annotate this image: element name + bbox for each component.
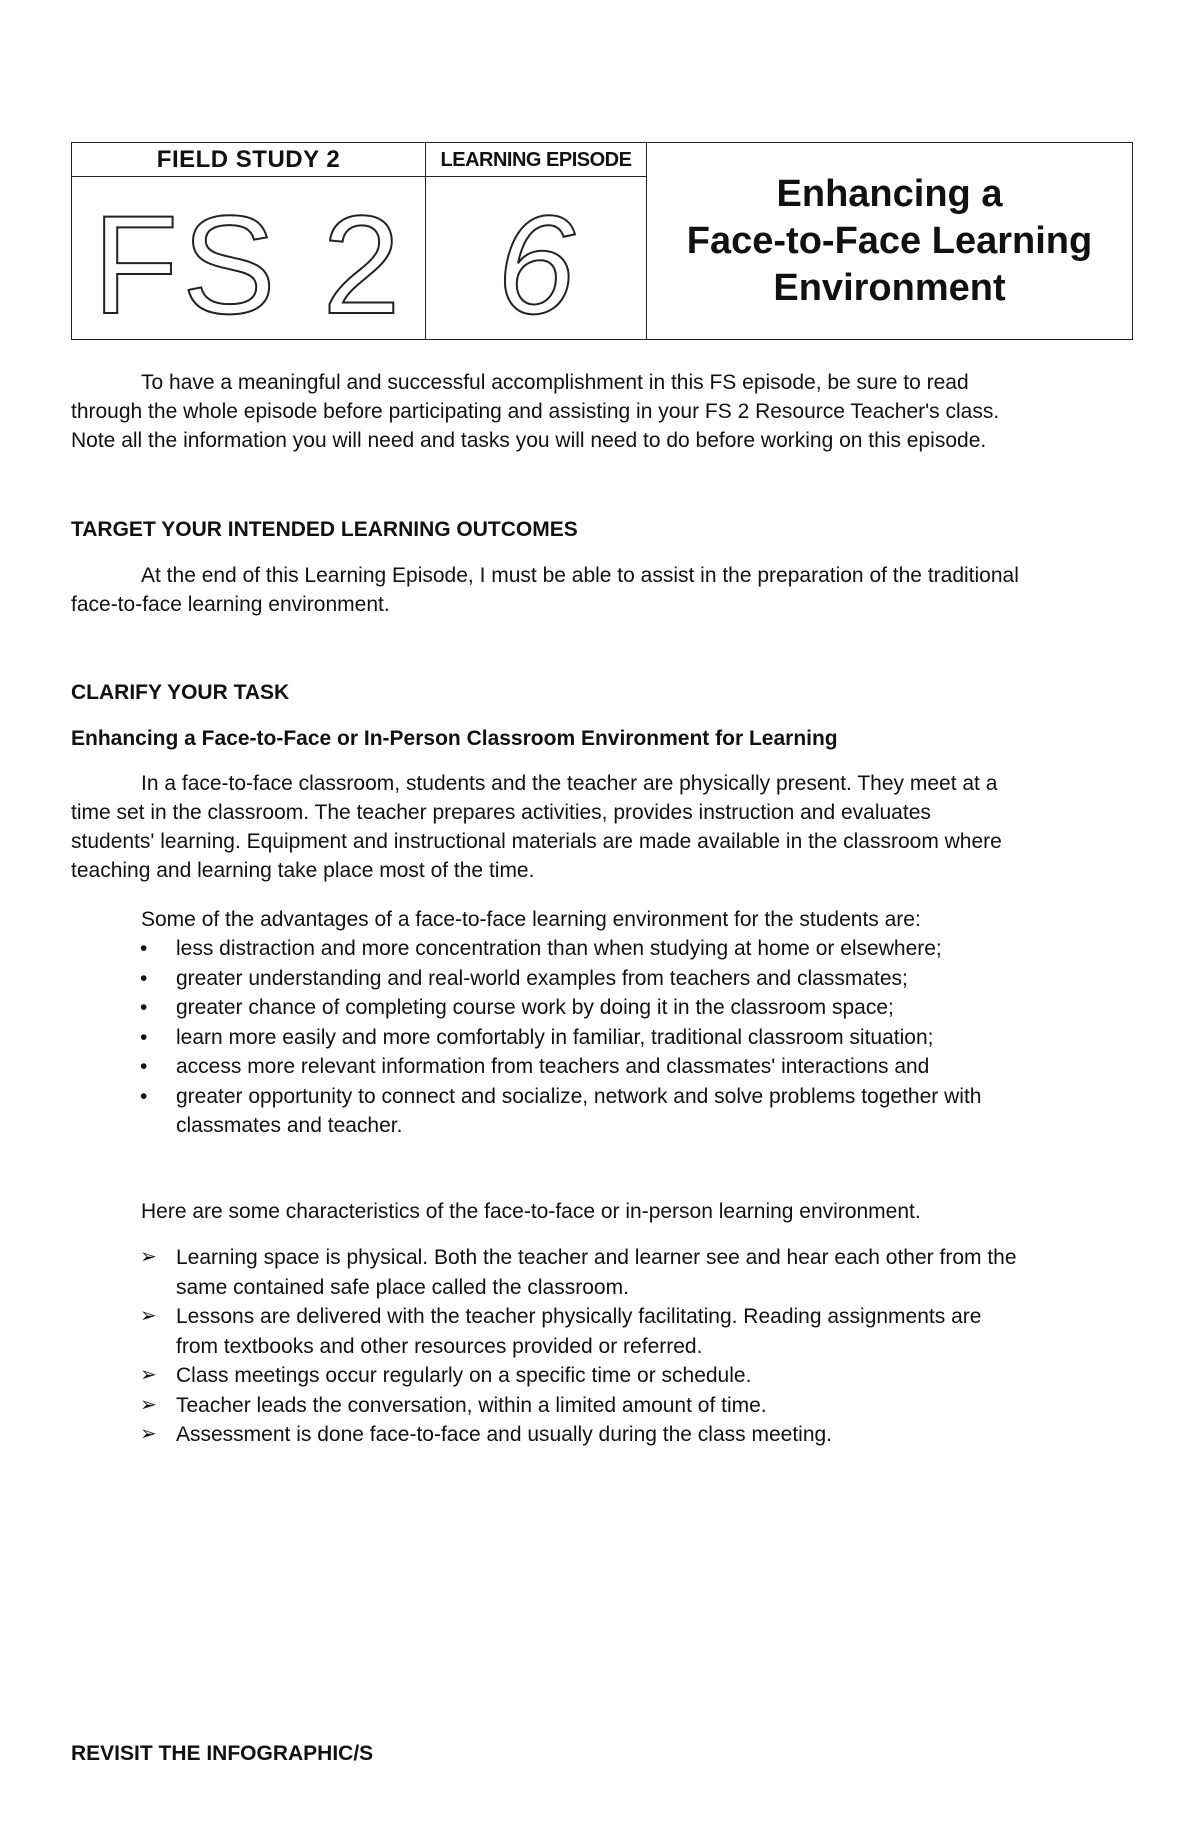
list-item-text: from textbooks and other resources provided or referred.	[176, 1334, 703, 1358]
list-item-text: less distraction and more concentration than when studying at home or elsewhere;	[176, 937, 942, 960]
list-item-text: Lessons are delivered with the teacher physically facilitating. Reading assignments are	[176, 1305, 982, 1328]
list-item	[140, 1391, 1130, 1421]
clarify-subheading: Enhancing a Face-to-Face or In-Person Classroom Environment for Learning	[71, 727, 838, 750]
list-item	[140, 934, 1130, 964]
advantages-list	[140, 934, 1130, 1141]
bullet-icon: •	[140, 937, 148, 960]
list-item	[140, 964, 1130, 994]
advantages-intro: Some of the advantages of a face-to-face learning environment for the students are:	[141, 908, 921, 931]
text-line: through the whole episode before participating and assisting in your FS 2 Resource Teacher's class.	[71, 400, 1000, 423]
list-item-text: learn more easily and more comfortably in familiar, traditional classroom situation;	[176, 1025, 934, 1049]
list-item	[140, 1052, 1130, 1082]
list-item-text: access more relevant information from teachers and classmates' interactions and	[176, 1055, 930, 1078]
field-study-cell	[72, 143, 426, 343]
list-item	[140, 993, 1130, 1023]
learning-episode-label: LEARNING EPISODE	[426, 143, 646, 177]
list-item-text: classmates and teacher.	[176, 1114, 403, 1137]
learning-episode-cell	[426, 143, 647, 343]
episode-header-table	[71, 142, 1133, 343]
arrow-bullet-icon: ➢	[140, 1393, 157, 1416]
text-line: teaching and learning take place most of the time.	[71, 859, 535, 882]
text-line: students' learning. Equipment and instructional materials are made available in the classroom where	[71, 830, 1002, 853]
bullet-icon: •	[140, 1084, 148, 1108]
list-item-text: same contained safe place called the classroom.	[176, 1275, 629, 1299]
bullet-icon: •	[140, 996, 148, 1019]
list-item-text: Class meetings occur regularly on a specific time or schedule.	[176, 1364, 752, 1387]
outcomes-paragraph	[71, 561, 1133, 619]
list-item	[140, 1082, 1130, 1141]
outcomes-heading: TARGET YOUR INTENDED LEARNING OUTCOMES	[71, 518, 578, 541]
field-study-label: FIELD STUDY 2	[72, 143, 425, 177]
arrow-bullet-icon: ➢	[140, 1305, 157, 1327]
text-line: To have a meaningful and successful accomplishment in this FS episode, be sure to read	[141, 371, 969, 394]
list-item	[140, 1243, 1130, 1302]
list-item	[140, 1420, 1130, 1450]
episode-title-line: Environment	[773, 267, 1006, 309]
revisit-heading: REVISIT THE INFOGRAPHIC/S	[71, 1742, 374, 1765]
bullet-icon: •	[140, 966, 148, 990]
episode-title-line: Face-to-Face Learning	[686, 220, 1093, 262]
list-item-text: greater opportunity to connect and socialize, network and solve problems together with	[176, 1084, 982, 1108]
bullet-icon: •	[140, 1025, 148, 1049]
text-line: At the end of this Learning Episode, I must be able to assist in the preparation of the traditional	[141, 564, 1019, 587]
episode-number: 6	[497, 186, 575, 343]
characteristics-list	[140, 1243, 1130, 1450]
list-item	[140, 1023, 1130, 1053]
list-item-text: Assessment is done face-to-face and usually during the class meeting.	[176, 1423, 833, 1446]
text-line: time set in the classroom. The teacher prepares activities, provides instruction and evaluates	[71, 801, 931, 824]
list-item-text: greater understanding and real-world examples from teachers and classmates;	[176, 966, 908, 990]
list-item-text: Learning space is physical. Both the teacher and learner see and hear each other from the	[176, 1246, 1017, 1269]
text-line: In a face-to-face classroom, students and the teacher are physically present. They meet at a	[141, 772, 998, 795]
list-item	[140, 1302, 1130, 1361]
fs-outline-text: FS 2	[92, 186, 405, 343]
arrow-bullet-icon: ➢	[140, 1246, 157, 1268]
list-item-text: greater chance of completing course work by doing it in the classroom space;	[176, 996, 894, 1019]
episode-title-line: Enhancing a	[776, 173, 1003, 215]
characteristics-intro: Here are some characteristics of the face-to-face or in-person learning environment.	[141, 1200, 921, 1223]
arrow-bullet-icon: ➢	[140, 1423, 157, 1445]
list-item-text: Teacher leads the conversation, within a limited amount of time.	[176, 1393, 767, 1417]
episode-title	[647, 171, 1132, 312]
intro-paragraph	[71, 368, 1133, 455]
episode-title-cell	[647, 143, 1132, 339]
clarify-paragraph	[71, 769, 1133, 885]
clarify-heading: CLARIFY YOUR TASK	[71, 681, 290, 704]
text-line: face-to-face learning environment.	[71, 593, 390, 616]
list-item	[140, 1361, 1130, 1391]
bullet-icon: •	[140, 1055, 148, 1078]
arrow-bullet-icon: ➢	[140, 1364, 157, 1386]
text-line: Note all the information you will need and tasks you will need to do before working on this episode.	[71, 429, 987, 452]
